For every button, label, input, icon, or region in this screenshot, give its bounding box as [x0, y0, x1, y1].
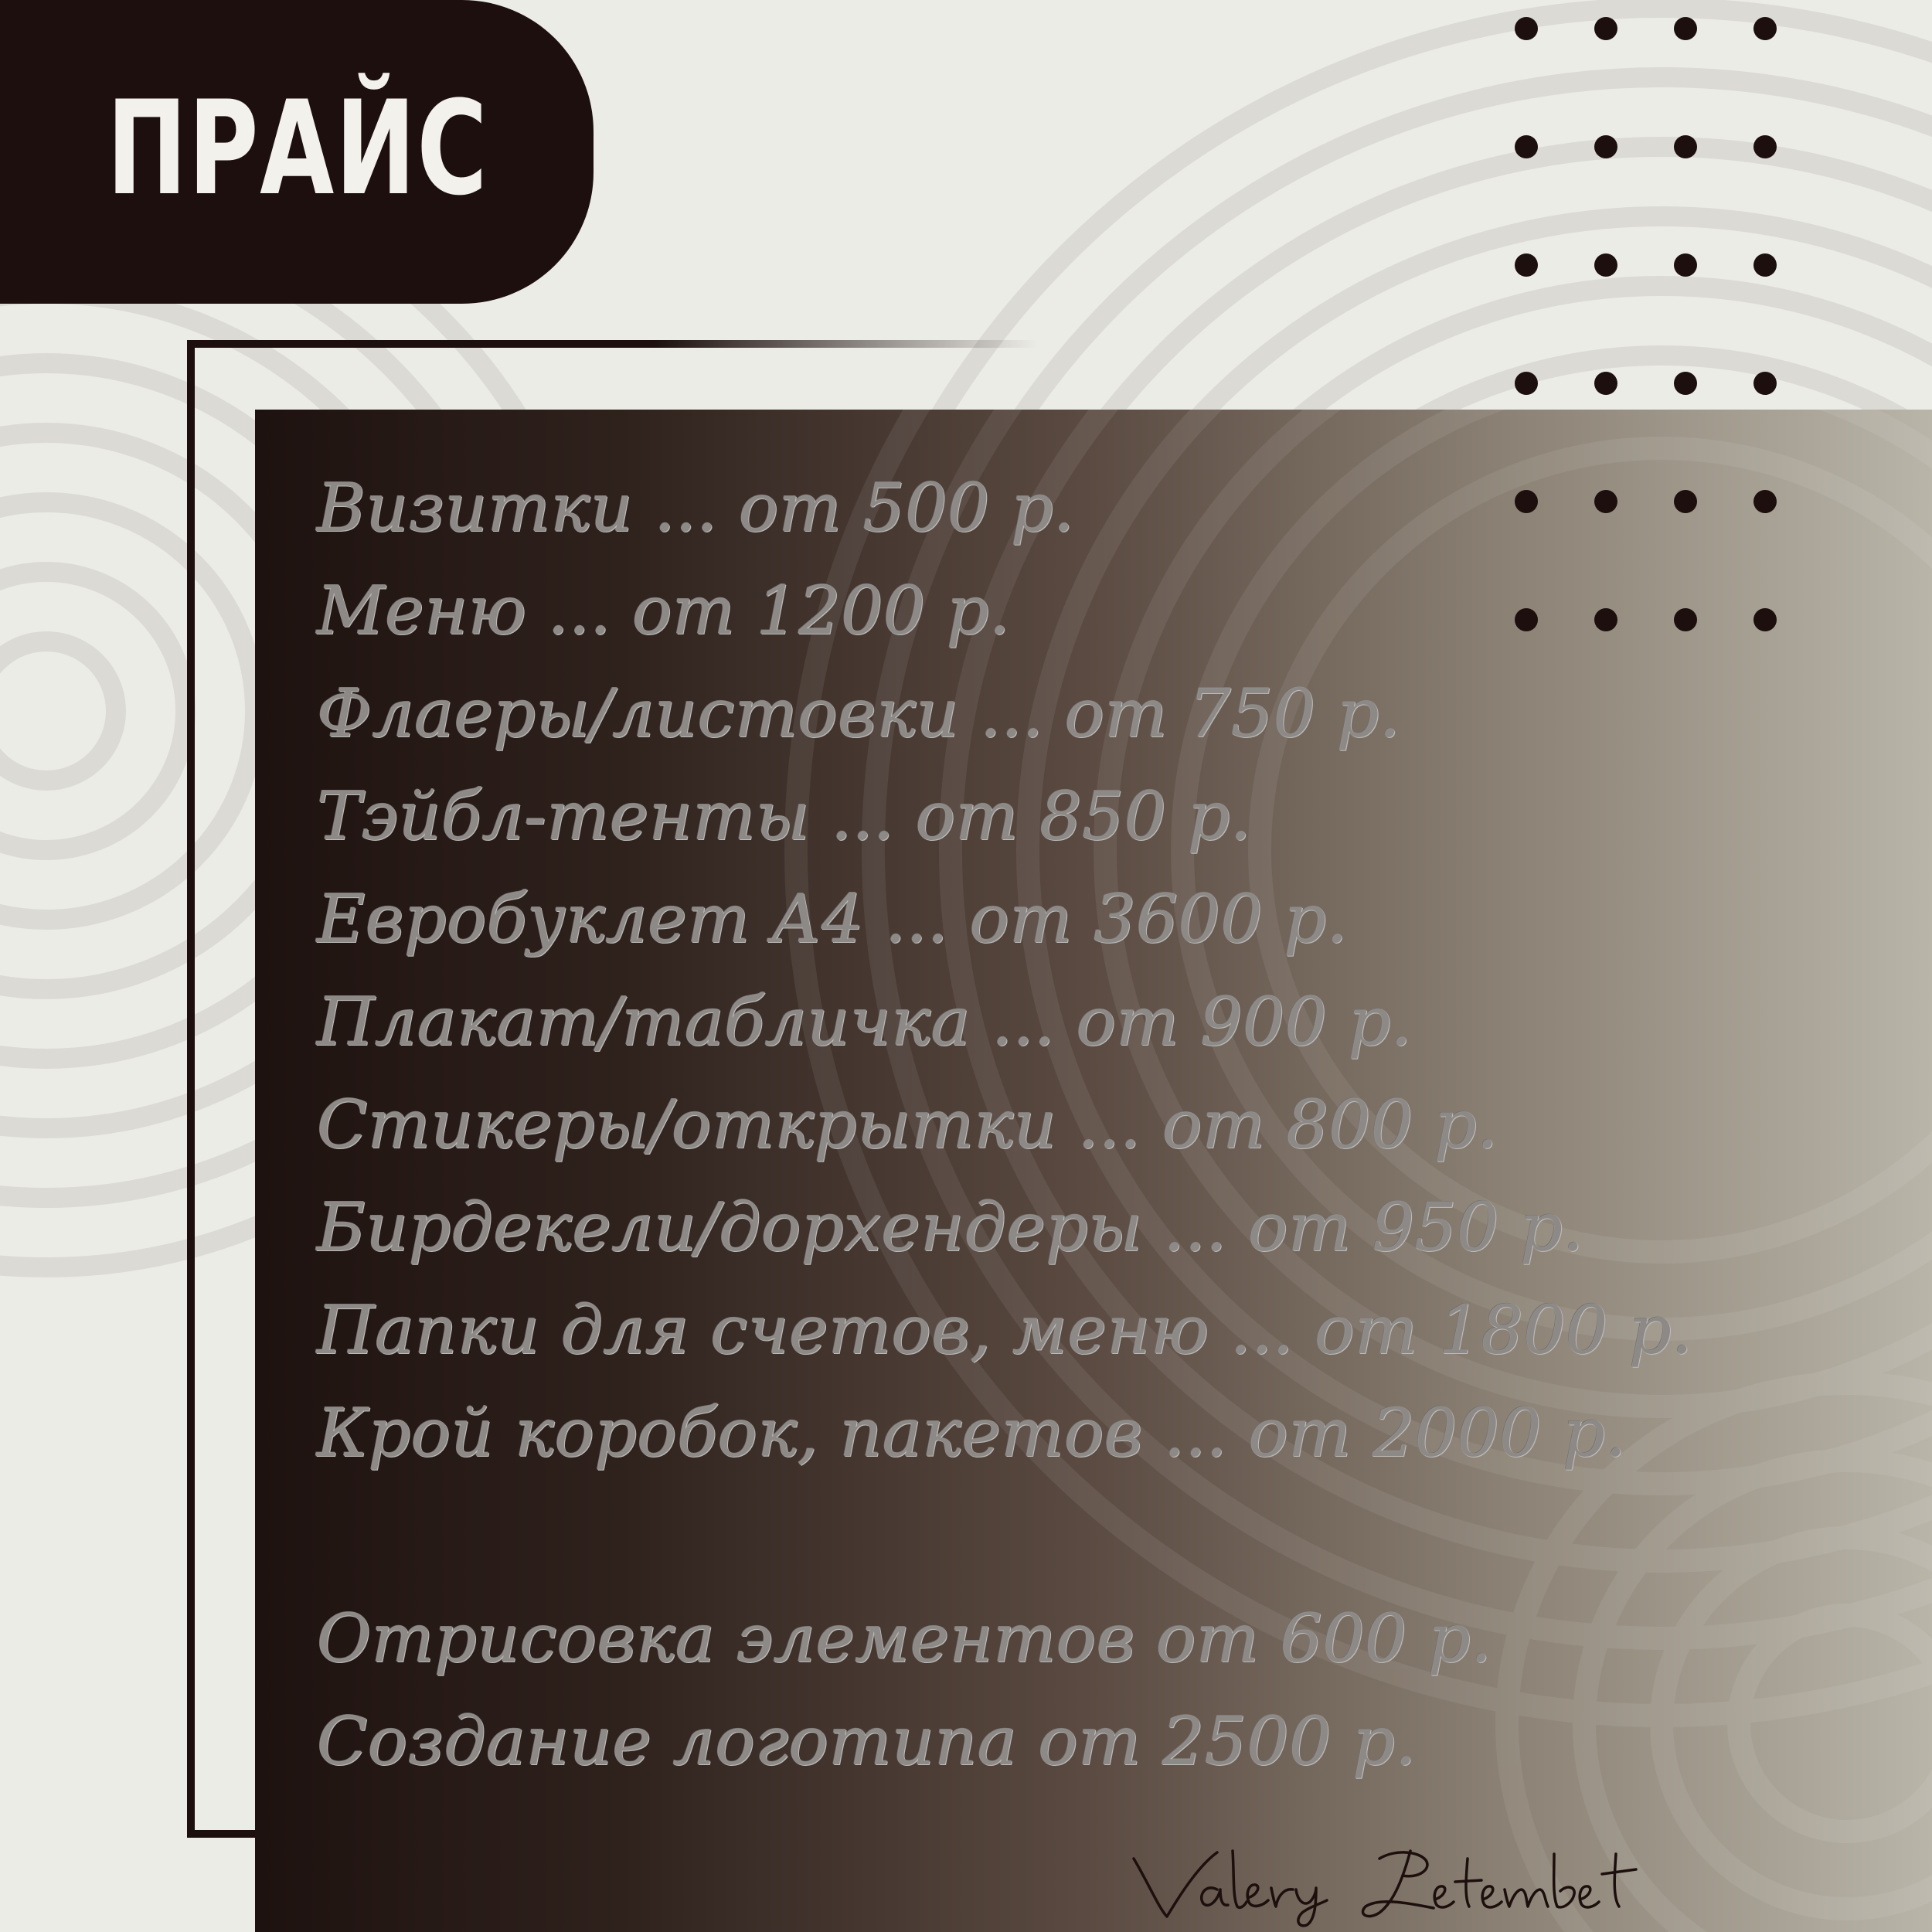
dot — [1674, 253, 1697, 277]
price-item: Бирдекели/дорхендеры ... от 950 р. — [317, 1189, 1584, 1267]
price-item: Стикеры/открытки ... от 800 р. — [317, 1087, 1498, 1164]
dot — [1674, 17, 1697, 40]
dot — [1674, 135, 1697, 158]
dot — [1674, 372, 1697, 395]
price-item: Визитки ... от 500 р. — [317, 470, 1075, 547]
extra-price-item: Отрисовка элементов от 600 р. — [317, 1600, 1492, 1678]
price-item: Крой коробок, пакетов ... от 2000 р. — [317, 1395, 1627, 1472]
price-item: Тэйбл-тенты ... от 850 р. — [317, 778, 1252, 855]
title-tab — [0, 0, 594, 304]
dot — [1594, 372, 1617, 395]
frame-line-left — [187, 340, 195, 1838]
dot — [1753, 253, 1777, 277]
price-item: Евробуклет А4 ... от 3600 р. — [317, 881, 1348, 958]
dot — [1515, 17, 1538, 40]
price-item: Плакат/табличка ... от 900 р. — [317, 984, 1412, 1061]
dot — [1753, 372, 1777, 395]
dot — [1515, 372, 1538, 395]
list-spacer — [317, 1485, 1692, 1588]
page-title: ПРАЙС — [107, 73, 489, 224]
dot — [1753, 490, 1777, 513]
extra-price-item: Создание логотипа от 2500 р. — [317, 1703, 1417, 1781]
dot — [1753, 17, 1777, 40]
price-list — [317, 457, 1692, 1794]
price-item: Папки для счетов, меню ... от 1800 р. — [317, 1292, 1693, 1369]
price-item: Флаеры/листовки ... от 750 р. — [317, 675, 1401, 753]
dot — [1594, 17, 1617, 40]
dot — [1515, 253, 1538, 277]
dot — [1753, 608, 1777, 631]
dot — [1594, 135, 1617, 158]
dot — [1515, 135, 1538, 158]
signature — [1124, 1835, 1650, 1928]
dot — [1753, 135, 1777, 158]
dot — [1594, 253, 1617, 277]
frame-line-top — [187, 340, 1037, 348]
price-item: Меню ... от 1200 р. — [317, 573, 1011, 650]
